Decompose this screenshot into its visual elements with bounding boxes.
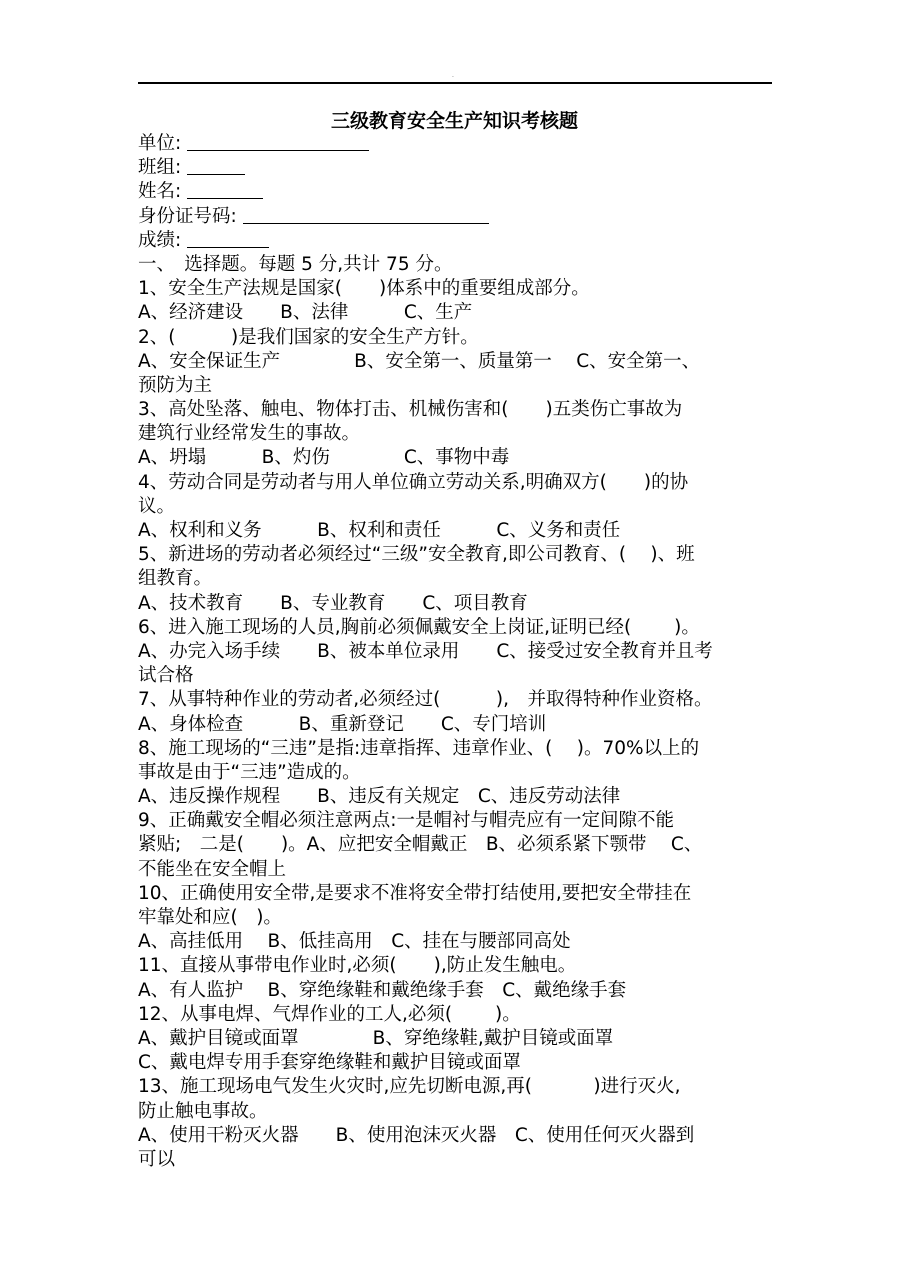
question-text: 防止触电事故。 — [138, 1100, 268, 1122]
question-text: 事故是由于“三违”造成的。 — [138, 761, 361, 783]
answer-options: A、使用干粉灭火器 B、使用泡沫灭火器 C、使用任何灭火器到 — [138, 1124, 695, 1146]
question-text: 13、施工现场电气发生火灾时,应先切断电源,再( )进行灭火, — [138, 1076, 681, 1098]
header-mark: . — [452, 72, 454, 79]
answer-options: 可以 — [138, 1148, 176, 1170]
question-text: 5、新进场的劳动者必须经过“三级”安全教育,即公司教育、( )、班 — [138, 544, 695, 566]
blank-line — [187, 132, 369, 151]
question-text: 4、劳动合同是劳动者与用人单位确立劳动关系,明确双方( )的协 — [138, 471, 689, 493]
field-unit — [138, 132, 778, 156]
question-text: 建筑行业经常发生的事故。 — [138, 423, 361, 445]
document-body — [138, 132, 778, 1172]
question-text: 牢靠处和应( )。 — [138, 907, 282, 928]
question-text: 紧贴; 二是( )。A、应把安全帽戴正 B、必须系紧下颚带 C、 — [138, 834, 703, 856]
answer-options: A、经济建设 B、法律 C、生产 — [138, 302, 473, 324]
field-team — [138, 156, 778, 180]
section-heading: 一、 选择题。每题 5 分,共计 75 分。 — [138, 253, 453, 275]
question-text: 6、进入施工现场的人员,胸前必须佩戴安全上岗证,证明已经( )。 — [138, 616, 700, 638]
field-label: 单位: — [138, 133, 182, 154]
field-id-number — [138, 205, 778, 229]
answer-options: A、身体检查 B、重新登记 C、专门培训 — [138, 713, 547, 735]
question-text: 7、从事特种作业的劳动者,必须经过( ), 并取得特种作业资格。 — [138, 689, 713, 711]
question-text: 8、施工现场的“三违”是指:违章指挥、违章作业、( )。70%以上的 — [138, 737, 700, 759]
answer-options: A、办完入场手续 B、被本单位录用 C、接受过安全教育并且考 — [138, 640, 713, 662]
field-name — [138, 180, 778, 204]
blank-line — [187, 180, 263, 199]
question-text: 议。 — [138, 495, 176, 517]
answer-options: A、权利和义务 B、权利和责任 C、义务和责任 — [138, 520, 621, 541]
question-text: 2、( )是我们国家的安全生产方针。 — [138, 326, 479, 348]
question-text: 3、高处坠落、触电、物体打击、机械伤害和( )五类伤亡事故为 — [138, 399, 683, 421]
answer-options: A、技术教育 B、专业教育 C、项目教育 — [138, 592, 528, 614]
answer-options: A、坍塌 B、灼伤 C、事物中毒 — [138, 447, 510, 469]
blank-line — [187, 229, 269, 248]
field-label: 身份证号码: — [138, 205, 237, 227]
answer-options: 不能坐在安全帽上 — [138, 858, 287, 880]
answer-options: A、安全保证生产 B、安全第一、质量第一 C、安全第一、 — [138, 350, 701, 372]
header-rule — [138, 82, 772, 84]
blank-line — [243, 205, 489, 224]
field-label: 班组: — [138, 157, 182, 179]
answer-options: A、高挂低用 B、低挂高用 C、挂在与腰部同高处 — [138, 931, 571, 953]
question-text: 10、正确使用安全带,是要求不准将安全带打结使用,要把安全带挂在 — [138, 882, 692, 904]
question-text: 组教育。 — [138, 568, 213, 590]
answer-options: A、有人监护 B、穿绝缘鞋和戴绝缘手套 C、戴绝缘手套 — [138, 979, 627, 1001]
question-text: 11、直接从事带电作业时,必须( ),防止发生触电。 — [138, 955, 577, 977]
question-list — [138, 253, 778, 1172]
answer-options: 试合格 — [138, 665, 194, 687]
question-text: 12、从事电焊、气焊作业的工人,必须( )。 — [138, 1003, 521, 1025]
blank-line — [187, 156, 245, 175]
answer-options: C、戴电焊专用手套穿绝缘鞋和戴护目镜或面罩 — [138, 1052, 521, 1074]
question-text: 1、安全生产法规是国家( )体系中的重要组成部分。 — [138, 278, 590, 300]
question-text: 9、正确戴安全帽必须注意两点:一是帽衬与帽壳应有一定间隙不能 — [138, 810, 675, 832]
field-score — [138, 229, 778, 253]
page-title: 三级教育安全生产知识考核题 — [330, 110, 578, 132]
answer-options: 预防为主 — [138, 374, 213, 396]
answer-options: A、戴护目镜或面罩 B、穿绝缘鞋,戴护目镜或面罩 — [138, 1027, 614, 1049]
answer-options: A、违反操作规程 B、违反有关规定 C、违反劳动法律 — [138, 786, 621, 808]
field-label: 姓名: — [138, 181, 182, 203]
field-label: 成绩: — [138, 229, 182, 251]
